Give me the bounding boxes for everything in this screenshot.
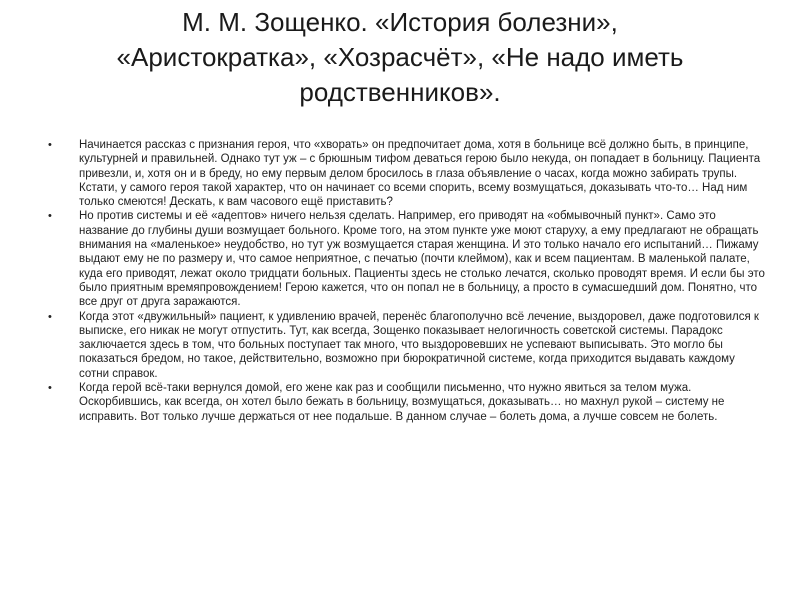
bullet-text: Когда этот «двужильный» пациент, к удивлению врачей, перенёс благополучно всё лечение, выздоровел, даже подготовился к выписке, его никак не могут отпустить. Тут, как всегда, Зощенко показывает нелогичность советской системы. Парадокс заключается здесь в том, что больных поступает так много, что выздоровевших не успевают выписывать. Это могло бы показаться бредом, но такое, действительно, возможно при бюрократичной системе, когда приходится выдавать каждому сотни справок. bbox=[79, 310, 759, 380]
bullet-text: Когда герой всё-таки вернулся домой, его жене как раз и сообщили письменно, что нужно явиться за телом мужа. Оскорбившись, как всегда, он хотел было бежать в больницу, возмущаться, доказывать… но махнул рукой – систему не исправить. Вот только лучше держаться от нее подальше. В данном случае – болеть дома, а лучше совсем не болеть. bbox=[79, 382, 725, 423]
bullet-item bbox=[40, 209, 766, 309]
bullet-item bbox=[40, 138, 766, 209]
bullet-text: Начинается рассказ с признания героя, что «хворать» он предпочитает дома, хотя в больнице всё должно быть, в принципе, культурней и правильней. Однако тут уж – с брюшным тифом деваться герою было некуда, он попадает в больницу. Пациента привезли, и, хотя он и в бреду, но ему первым делом бросилось в глаза объявление о часах, когда можно забирать трупы. Кстати, у самого героя такой характер, что он начинает со всеми спорить, всему возмущаться, доказывать что-то… Над ним только смеются! Дескать, к вам часового ещё приставить? bbox=[79, 139, 761, 209]
bullet-dot-icon: • bbox=[48, 139, 52, 151]
slide-title-line: родственников». bbox=[299, 77, 501, 107]
bullet-dot-icon: • bbox=[48, 210, 52, 223]
slide-title bbox=[40, 5, 760, 110]
bullet-text: Но против системы и её «адептов» ничего нельзя сделать. Например, его приводят на «обмывочный пункт». Само это название до глубины души возмущает больного. Кроме того, на этом пункте уже моют старуху, а ему предлагают не обращать внимания на «маленькое» неудобство, но тут уж возмущается старая женщина. И это только начало его испытаний… Пижаму выдают ему не по размеру и, что самое неприятное, с печатью (почти клеймом), как и всем пациентам. В маленькой палате, куда его приводят, лежат около тридцати больных. Пациенты здесь не столько лечатся, сколько проводят время. И если бы это было приятным времяпровождением! Герою кажется, что он попал не в больницу, а просто в сумасшедший дом. Понятно, что все друг от друга заражаются. bbox=[79, 210, 765, 309]
bullet-dot-icon: • bbox=[48, 382, 52, 395]
bullet-item bbox=[40, 381, 766, 424]
bullet-item bbox=[40, 310, 766, 381]
bullet-dot-icon: • bbox=[48, 310, 52, 323]
slide-title-line: «Аристократка», «Хозрасчёт», «Не надо иметь bbox=[116, 42, 684, 72]
bullet-list bbox=[40, 138, 766, 424]
slide-title-line: М. М. Зощенко. «История болезни», bbox=[182, 7, 618, 37]
